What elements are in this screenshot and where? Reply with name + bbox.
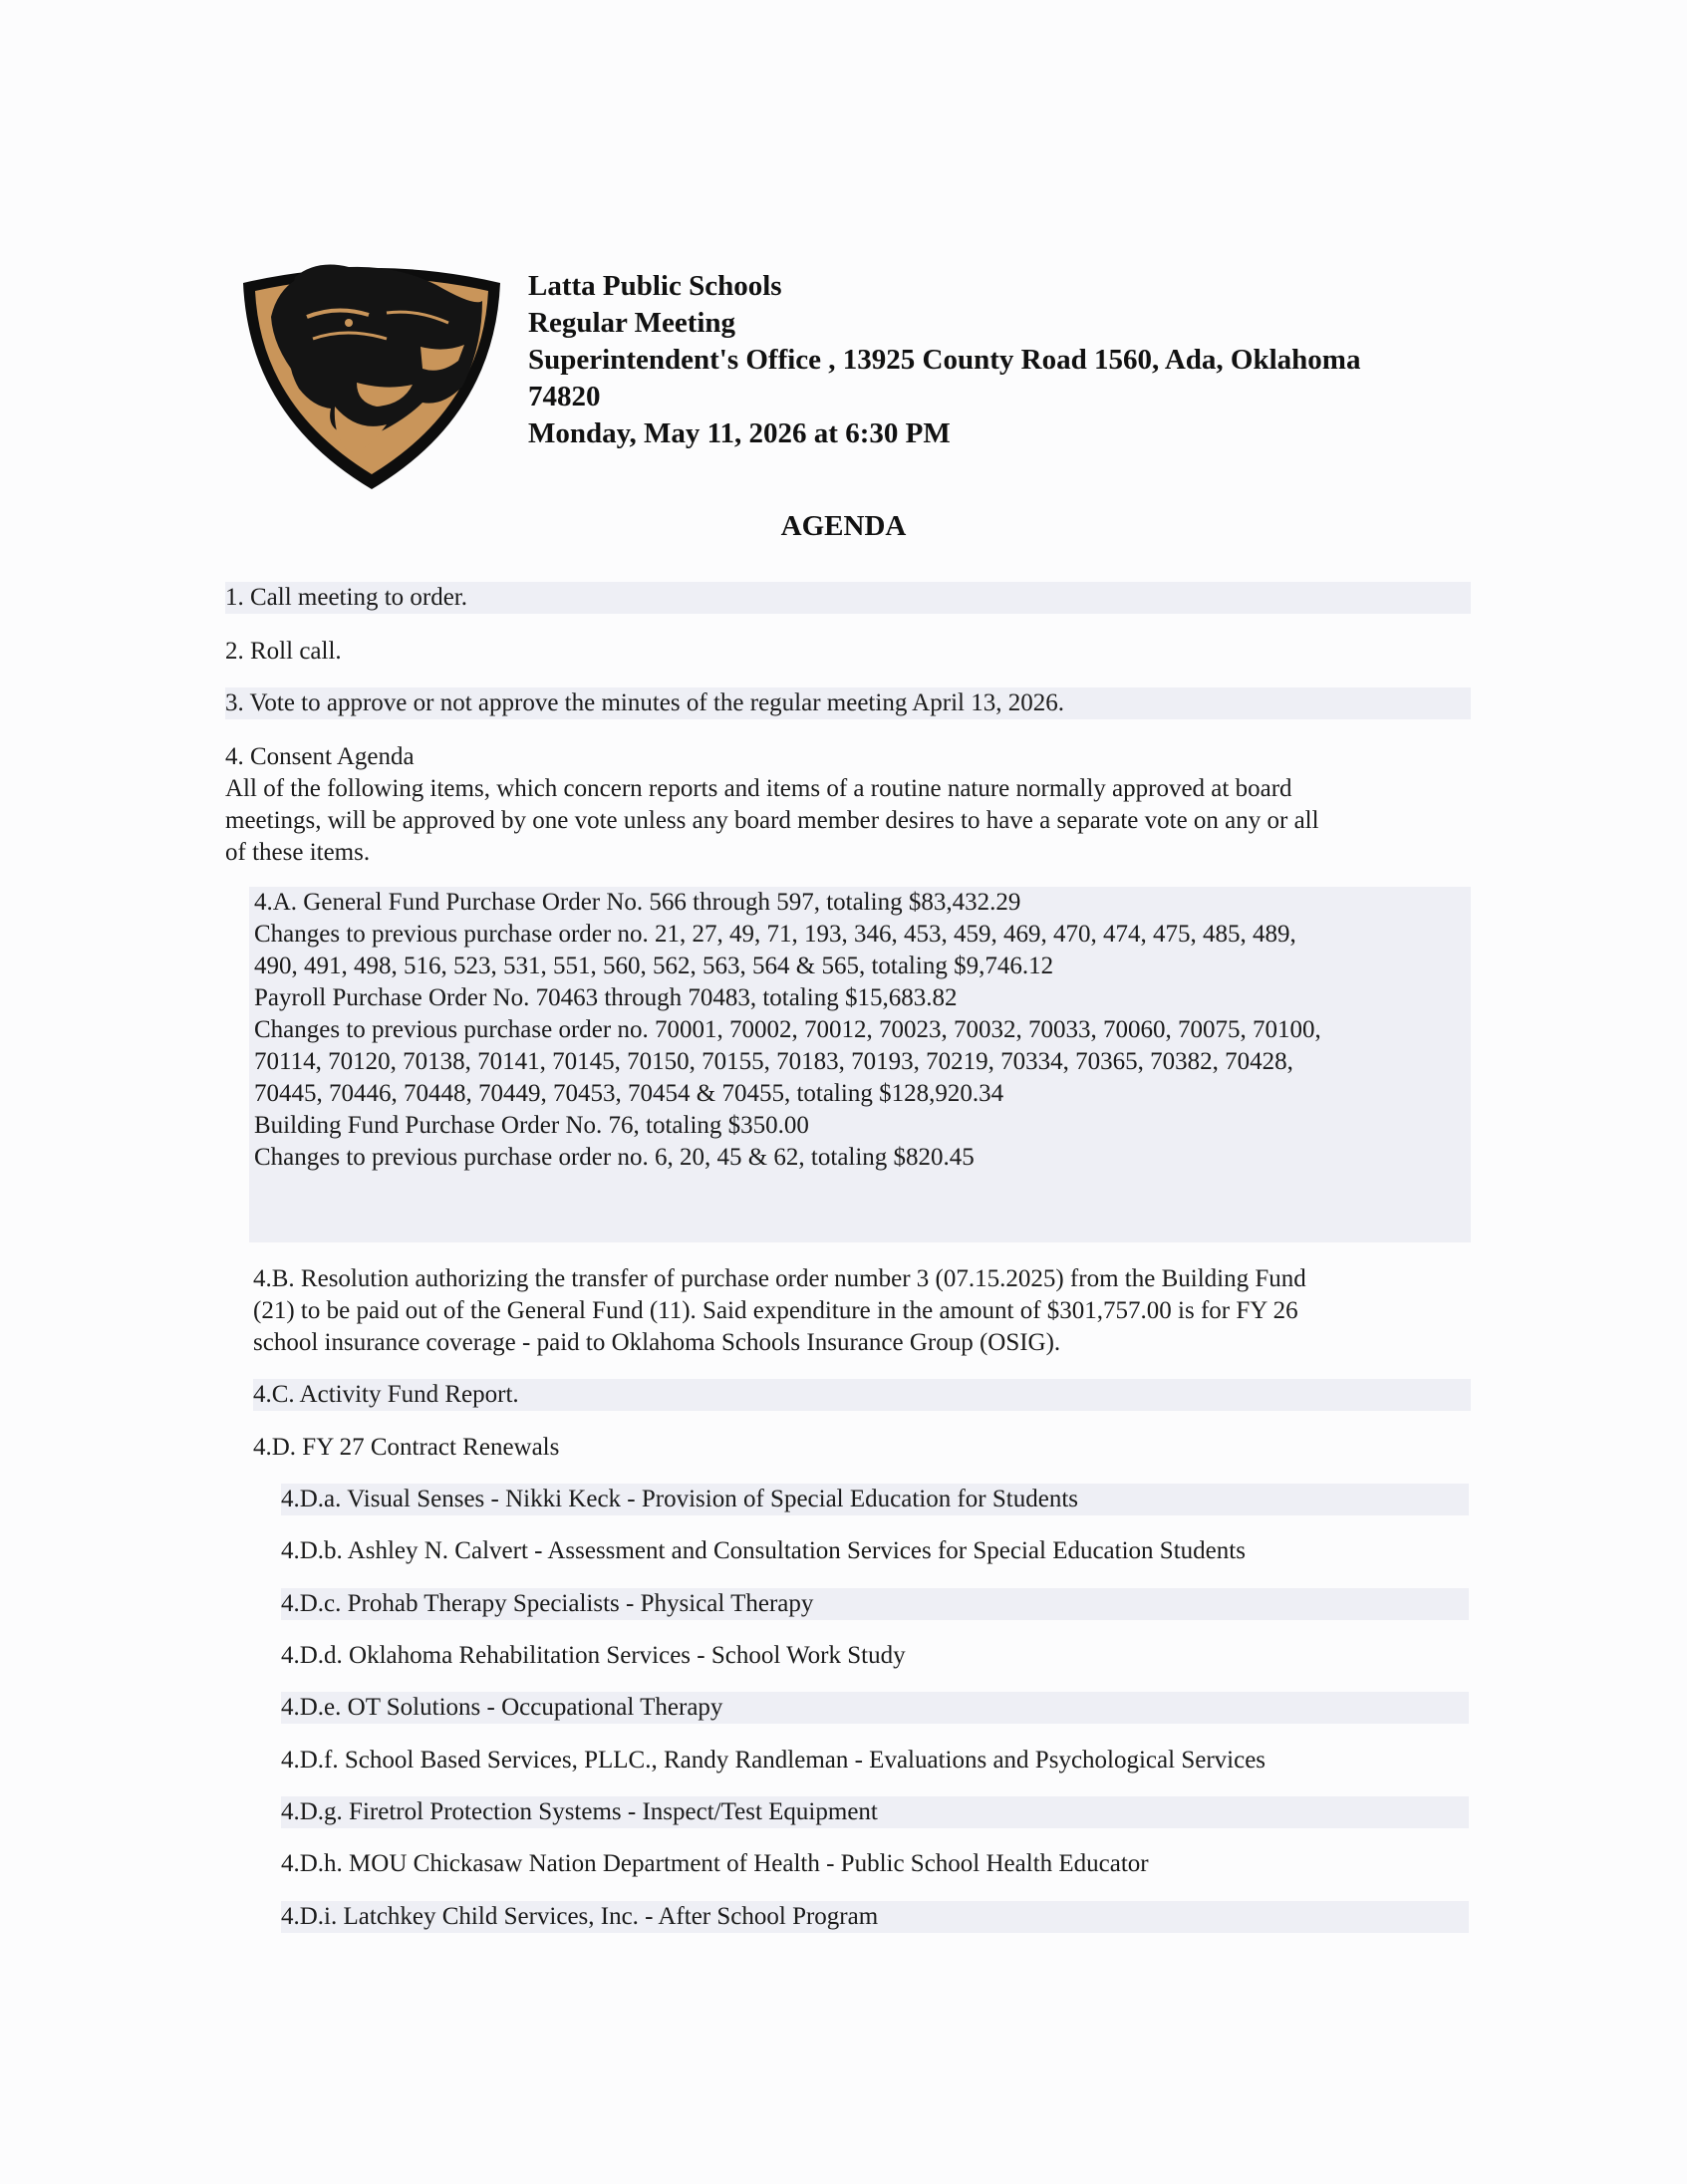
- agenda-item-4a-box: [249, 887, 1471, 1242]
- meeting-location: Superintendent's Office , 13925 County Road 1560, Ada, Oklahoma: [528, 344, 1361, 376]
- contract-item-4di: 4.D.i. Latchkey Child Services, Inc. - After School Program: [281, 1903, 879, 1930]
- consent-agenda-desc-line: meetings, will be approved by one vote unless any board member desires to have a separate vote on any or all: [225, 807, 1319, 834]
- item-4a-line: 70445, 70446, 70448, 70449, 70453, 70454 & 70455, totaling $128,920.34: [254, 1080, 1004, 1107]
- consent-agenda-desc-line: of these items.: [225, 839, 371, 866]
- agenda-item-4b: [253, 1263, 1479, 1359]
- meeting-datetime: Monday, May 11, 2026 at 6:30 PM: [528, 417, 951, 449]
- item-4a-line: Changes to previous purchase order no. 6, 20, 45 & 62, totaling $820.45: [254, 1144, 975, 1171]
- meeting-header: [528, 268, 1485, 452]
- contract-item-4da: 4.D.a. Visual Senses - Nikki Keck - Provision of Special Education for Students: [281, 1486, 1078, 1512]
- agenda-title: AGENDA: [780, 510, 907, 542]
- item-4a-line: Changes to previous purchase order no. 70001, 70002, 70012, 70023, 70032, 70033, 70060, 70075, 70100,: [254, 1016, 1321, 1043]
- contract-item-4dd: 4.D.d. Oklahoma Rehabilitation Services - School Work Study: [281, 1642, 906, 1669]
- contract-item-4df: 4.D.f. School Based Services, PLLC., Randy Randleman - Evaluations and Psychological Services: [281, 1747, 1266, 1774]
- agenda-item-4: [225, 741, 1481, 869]
- school-name: Latta Public Schools: [528, 270, 782, 302]
- consent-agenda-desc-line: All of the following items, which concern reports and items of a routine nature normally approved at board: [225, 775, 1292, 802]
- item-4b-line: (21) to be paid out of the General Fund (11). Said expenditure in the amount of $301,757.00 is for FY 26: [253, 1297, 1298, 1324]
- item-4a-line: 490, 491, 498, 516, 523, 531, 551, 560, 562, 563, 564 & 565, totaling $9,746.12: [254, 953, 1054, 979]
- agenda-item-1: 1. Call meeting to order.: [225, 582, 1471, 614]
- contract-item-4de: 4.D.e. OT Solutions - Occupational Therapy: [281, 1694, 723, 1721]
- panther-shield-logo: [237, 257, 506, 491]
- meeting-type: Regular Meeting: [528, 307, 736, 339]
- agenda-item-3: 3. Vote to approve or not approve the minutes of the regular meeting April 13, 2026.: [225, 687, 1471, 719]
- agenda-item-4c: 4.C. Activity Fund Report.: [253, 1379, 1471, 1411]
- contract-item-4dc: 4.D.c. Prohab Therapy Specialists - Physical Therapy: [281, 1590, 814, 1617]
- item-4a-line: Building Fund Purchase Order No. 76, totaling $350.00: [254, 1112, 809, 1139]
- contract-item-4dh: 4.D.h. MOU Chickasaw Nation Department of Health - Public School Health Educator: [281, 1850, 1149, 1877]
- consent-agenda-title: 4. Consent Agenda: [225, 743, 415, 770]
- contract-item-4dg: 4.D.g. Firetrol Protection Systems - Inspect/Test Equipment: [281, 1798, 878, 1825]
- item-4b-line: school insurance coverage - paid to Oklahoma Schools Insurance Group (OSIG).: [253, 1329, 1061, 1356]
- agenda-item-2: 2. Roll call.: [225, 638, 342, 665]
- item-4a-line: Changes to previous purchase order no. 21, 27, 49, 71, 193, 346, 453, 459, 469, 470, 474, 475, 485, 489,: [254, 921, 1296, 948]
- item-4a-line: 70114, 70120, 70138, 70141, 70145, 70150, 70155, 70183, 70193, 70219, 70334, 70365, 70382, 70428,: [254, 1048, 1293, 1075]
- item-4b-line: 4.B. Resolution authorizing the transfer of purchase order number 3 (07.15.2025) from the Building Fund: [253, 1265, 1306, 1292]
- contract-item-4db: 4.D.b. Ashley N. Calvert - Assessment and Consultation Services for Special Education Students: [281, 1537, 1246, 1564]
- agenda-item-4d: 4.D. FY 27 Contract Renewals: [253, 1434, 560, 1461]
- item-4a-line: Payroll Purchase Order No. 70463 through 70483, totaling $15,683.82: [254, 984, 958, 1011]
- meeting-zip: 74820: [528, 381, 601, 412]
- item-4a-line: 4.A. General Fund Purchase Order No. 566 through 597, totaling $83,432.29: [254, 889, 1021, 916]
